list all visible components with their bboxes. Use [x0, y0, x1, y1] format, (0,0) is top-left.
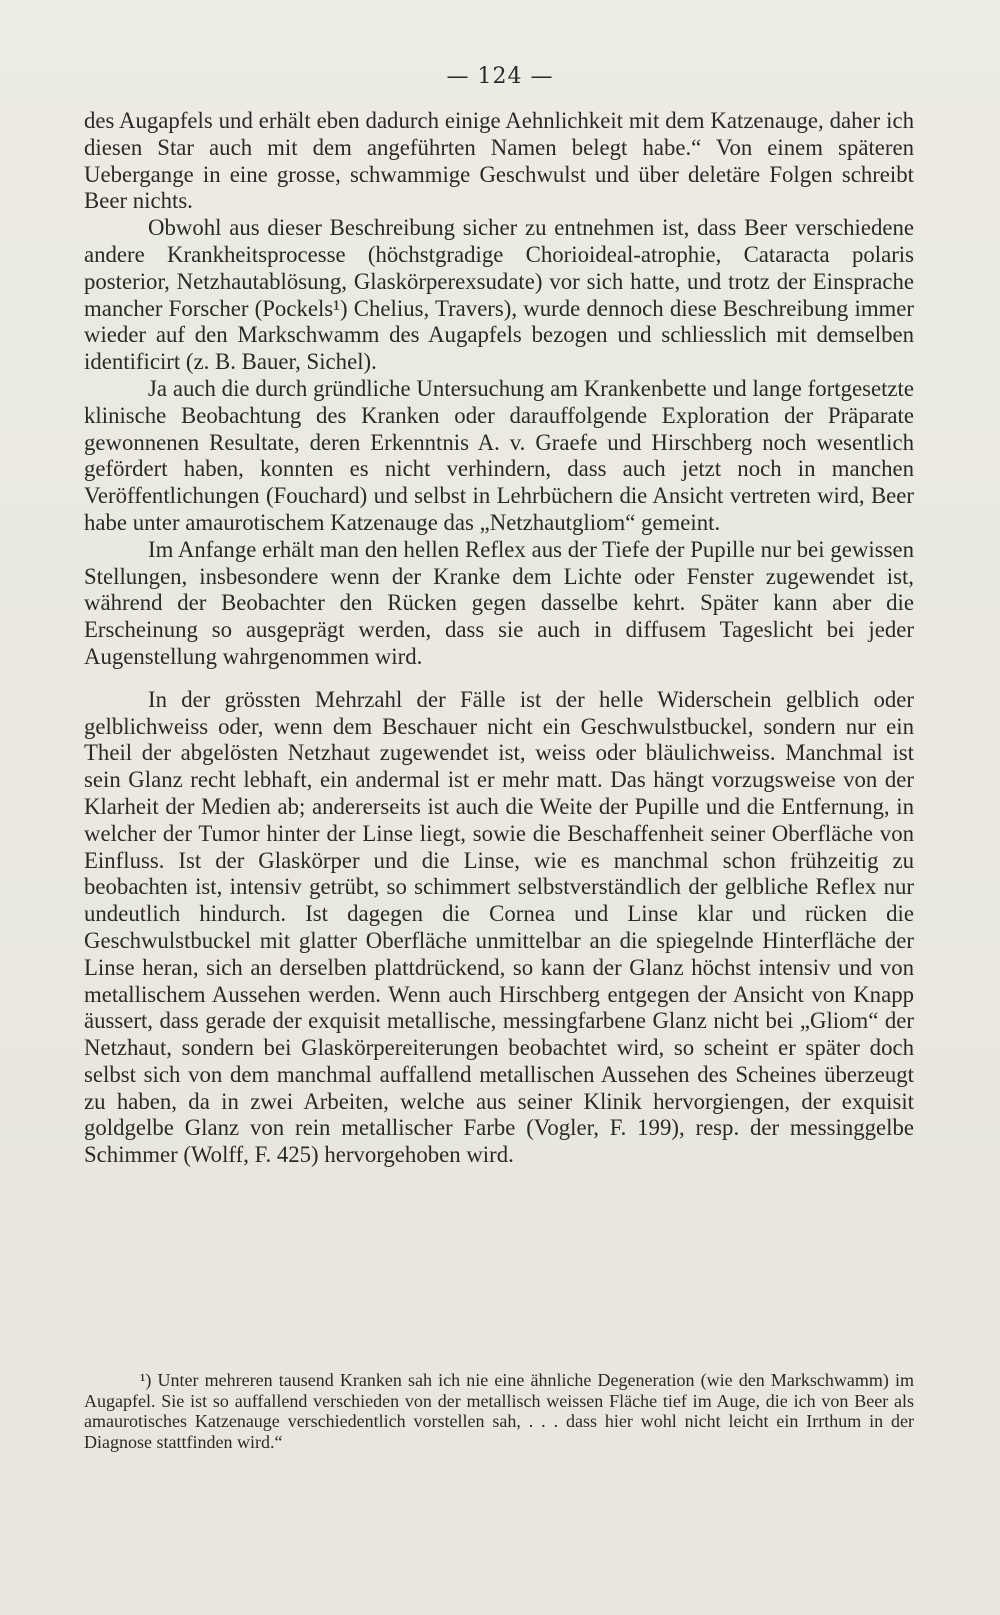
paragraph-2: Obwohl aus dieser Beschreibung sicher zu entnehmen ist, dass Beer verschiedene andere Krankheitsprocesse (höchstgradige Chorioideal-atrophie, Cataracta polaris posterior, Netzhautablösung, Glaskörperexsudate) vor sich hatte, und trotz der Einsprache mancher Forscher (Pockels¹) Chelius, Travers), wurde dennoch diese Beschreibung immer wieder auf den Markschwamm des Augapfels bezogen und schliesslich mit demselben identificirt (z. B. Bauer, Sichel). — [84, 215, 914, 375]
paragraph-5: In der grössten Mehrzahl der Fälle ist der helle Widerschein gelblich oder gelblichweiss oder, wenn dem Beschauer nicht ein Geschwulstbuckel, sondern nur ein Theil der abgelösten Netzhaut zugewendet ist, weiss oder bläulichweiss. Manchmal ist sein Glanz recht lebhaft, ein andermal ist er mehr matt. Das hängt vorzugsweise von der Klarheit der Medien ab; andererseits ist auch die Weite der Pupille und die Entfernung, in welcher der Tumor hinter der Linse liegt, sowie die Beschaffenheit seiner Oberfläche von Einfluss. Ist der Glaskörper und die Linse, wie es manchmal schon frühzeitig zu beobachten ist, intensiv getrübt, so schimmert selbstverständlich der gelbliche Reflex nur undeutlich hindurch. Ist dagegen die Cornea und Linse klar und rücken die Geschwulstbuckel mit glatter Oberfläche unmittelbar an die spiegelnde Hinterfläche der Linse heran, sich an derselben plattdrückend, so kann der Glanz höchst intensiv und von metallischem Aussehen werden. Wenn auch Hirschberg entgegen der Ansicht von Knapp äussert, dass gerade der exquisit metallische, messingfarbene Glanz nicht bei „Gliom“ der Netzhaut, sondern bei Glaskörpereiterungen beobachtet wird, so scheint er später doch selbst sich von dem manchmal auffallend metallischen Aussehen des Scheines überzeugt zu haben, da in zwei Arbeiten, welche aus seiner Klinik hervorgiengen, der exquisit goldgelbe Glanz von rein metallischer Farbe (Vogler, F. 199), resp. der messinggelbe Schimmer (Wolff, F. 425) hervorgehoben wird. — [84, 686, 914, 1168]
paragraph-4: Im Anfange erhält man den hellen Reflex aus der Tiefe der Pupille nur bei gewissen Stellungen, insbesondere wenn der Kranke dem Lichte oder Fenster zugewendet ist, während der Beobachter den Rücken gegen dasselbe kehrt. Später kann aber die Erscheinung so ausgeprägt werden, dass sie auch in diffusem Tageslicht bei jeder Augenstellung wahrgenommen wird. — [84, 536, 914, 669]
paragraph-1: des Augapfels und erhält eben dadurch einige Aehnlichkeit mit dem Katzenauge, daher ich diesen Star auch mit dem angeführten Namen belegt habe.“ Von einem späteren Uebergange in eine grosse, schwammige Geschwulst und über deletäre Folgen schreibt Beer nichts. — [84, 108, 914, 214]
page-number: — 124 — — [446, 64, 554, 89]
footnote-section — [84, 1370, 914, 1452]
footnote-1: ¹) Unter mehreren tausend Kranken sah ich nie eine ähnliche Degeneration (wie den Markschwamm) im Augapfel. Sie ist so auffallend verschieden von der metallisch weissen Fläche tief im Auge, die ich von Beer als amaurotisches Katzenauge verschiedentlich vorstellen sah, . . . dass hier wohl nicht leicht ein Irrthum in der Diagnose stattfinden wird.“ — [84, 1370, 914, 1452]
paragraph-3: Ja auch die durch gründliche Untersuchung am Krankenbette und lange fortgesetzte klinische Beobachtung des Kranken oder darauffolgende Exploration der Präparate gewonnenen Resultate, deren Erkenntnis A. v. Graefe und Hirschberg noch wesentlich gefördert haben, konnten es nicht verhindern, dass auch jetzt noch in manchen Veröffentlichungen (Fouchard) und selbst in Lehrbüchern die Ansicht vertreten wird, Beer habe unter amaurotischem Katzenauge das „Netzhautgliom“ gemeint. — [84, 375, 914, 535]
body-text — [84, 108, 914, 1169]
